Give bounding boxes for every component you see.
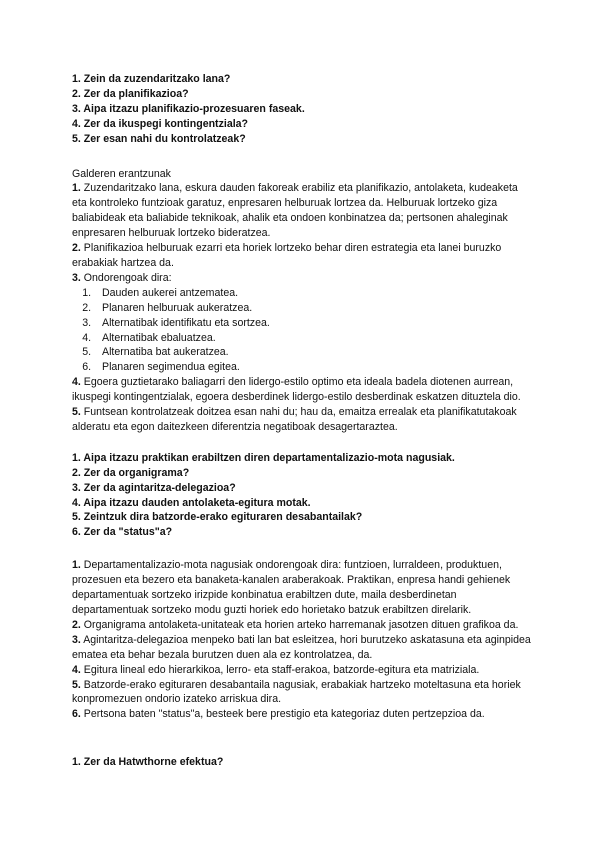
- question: 3. Zer da agintaritza-delegazioa?: [72, 481, 236, 494]
- question: 4. Aipa itzazu dauden antolaketa-egitura motak.: [72, 496, 311, 509]
- questions-section-3: [72, 755, 532, 770]
- list-item: 3. Alternatibak identifikatu eta sortzea.: [94, 316, 532, 331]
- answer: 4. Egitura lineal edo hierarkikoa, lerro- eta staff-erakoa, batzorde-egitura eta matriziala.: [72, 663, 480, 676]
- question: 1. Zer da Hatwthorne efektua?: [72, 756, 224, 769]
- question: 6. Zer da "status"a?: [72, 526, 173, 539]
- question: 3. Aipa itzazu planifikazio-prozesuaren faseak.: [72, 102, 305, 115]
- question: 2. Zer da organigrama?: [72, 466, 190, 479]
- question: 1. Zein da zuzendaritzako lana?: [72, 73, 231, 85]
- answer: 5. Batzorde-erako egituraren desabantaila nagusiak, erabakiak hartzeko moteltasuna eta horiek konpromezuen ondorio izateko arriskua dira.: [72, 678, 521, 706]
- list-item: 4. Alternatibak ebaluatzea.: [94, 331, 532, 346]
- answer: 3. Agintaritza-delegazioa menpeko bati lan bat esleitzea, hori burutzeko askatasuna eta aginpidea ematea eta behar bezala burutzen duen ala ez kontrolatzea, da.: [72, 633, 531, 661]
- question: 1. Aipa itzazu praktikan erabiltzen diren departamentalizazio-mota nagusiak.: [72, 451, 455, 464]
- answers-section-2: [72, 558, 532, 722]
- answer: 6. Pertsona baten "status"a, besteek bere prestigio eta kategoriaz duten pertzepzioa da.: [72, 708, 485, 721]
- answer: 4. Egoera guztietarako baliagarri den lidergo-estilo optimo eta ideala badela diotenen aurrean, ikuspegi kontingentzialak, egoera desberdinek lidergo-estilo desberdinak eskatzen dituztela dio.: [72, 376, 521, 404]
- answer: 3. Ondorengoak dira:: [72, 271, 172, 284]
- question: 5. Zeintzuk dira batzorde-erako egituraren desabantailak?: [72, 511, 363, 524]
- answers-section-1: [72, 167, 532, 435]
- answer: 1. Departamentalizazio-mota nagusiak ondorengoak dira: funtzioen, lurraldeen, produktuen, prozesuen eta bezero eta banaketa-kanalen araberakoak. Praktikan, enpresa handi gehienek departamentuak sortzeko irizpide konbinatua erabiltzen dute, maila desberdinetan departamentuak sortzeko modu guzti horiek edo horietako batzuk erabiltzen direlarik.: [72, 559, 511, 616]
- document-page: [72, 72, 532, 770]
- answer: 1. Zuzendaritzako lana, eskura dauden fakoreak erabiliz eta planifikazio, antolaketa, kudeaketa eta kontroleko funtzioak garatuz, enpresaren helburuak lortzea da. Helburuak lortzeko giza baliabideak eta baliabide teknikoak, ahalik eta ondoen konbinatzea da; pertsonen ahaleginak enpresaren helburuak lortzeko bideratzea.: [72, 182, 518, 240]
- questions-section-2: [72, 451, 532, 540]
- question: 4. Zer da ikuspegi kontingentziala?: [72, 117, 249, 130]
- list-item: 6. Planaren segimendua egitea.: [94, 360, 532, 375]
- list-item: 5. Alternatiba bat aukeratzea.: [94, 345, 532, 360]
- questions-section-1: [72, 72, 532, 147]
- question: 5. Zer esan nahi du kontrolatzeak?: [72, 132, 246, 145]
- list-item: 2. Planaren helburuak aukeratzea.: [94, 301, 532, 316]
- answer: 2. Organigrama antolaketa-unitateak eta horien arteko harremanak jasotzen dituen grafikoa da.: [72, 618, 519, 631]
- question: 2. Zer da planifikazioa?: [72, 87, 189, 100]
- answer: 5. Funtsean kontrolatzeak doitzea esan nahi du; hau da, emaitza errealak eta planifikatutakoak alderatu eta egon daitezkeen diferentzia negatiboak desagertaraztea.: [72, 406, 517, 433]
- answers-heading: Galderen erantzunak: [72, 167, 171, 180]
- answer: 2. Planifikazioa helburuak ezarri eta horiek lortzeko behar diren estrategia eta lanei buruzko erabakiak hartzea da.: [72, 242, 502, 269]
- list-item: 1. Dauden aukerei antzematea.: [94, 286, 532, 301]
- phases-list: [72, 286, 532, 375]
